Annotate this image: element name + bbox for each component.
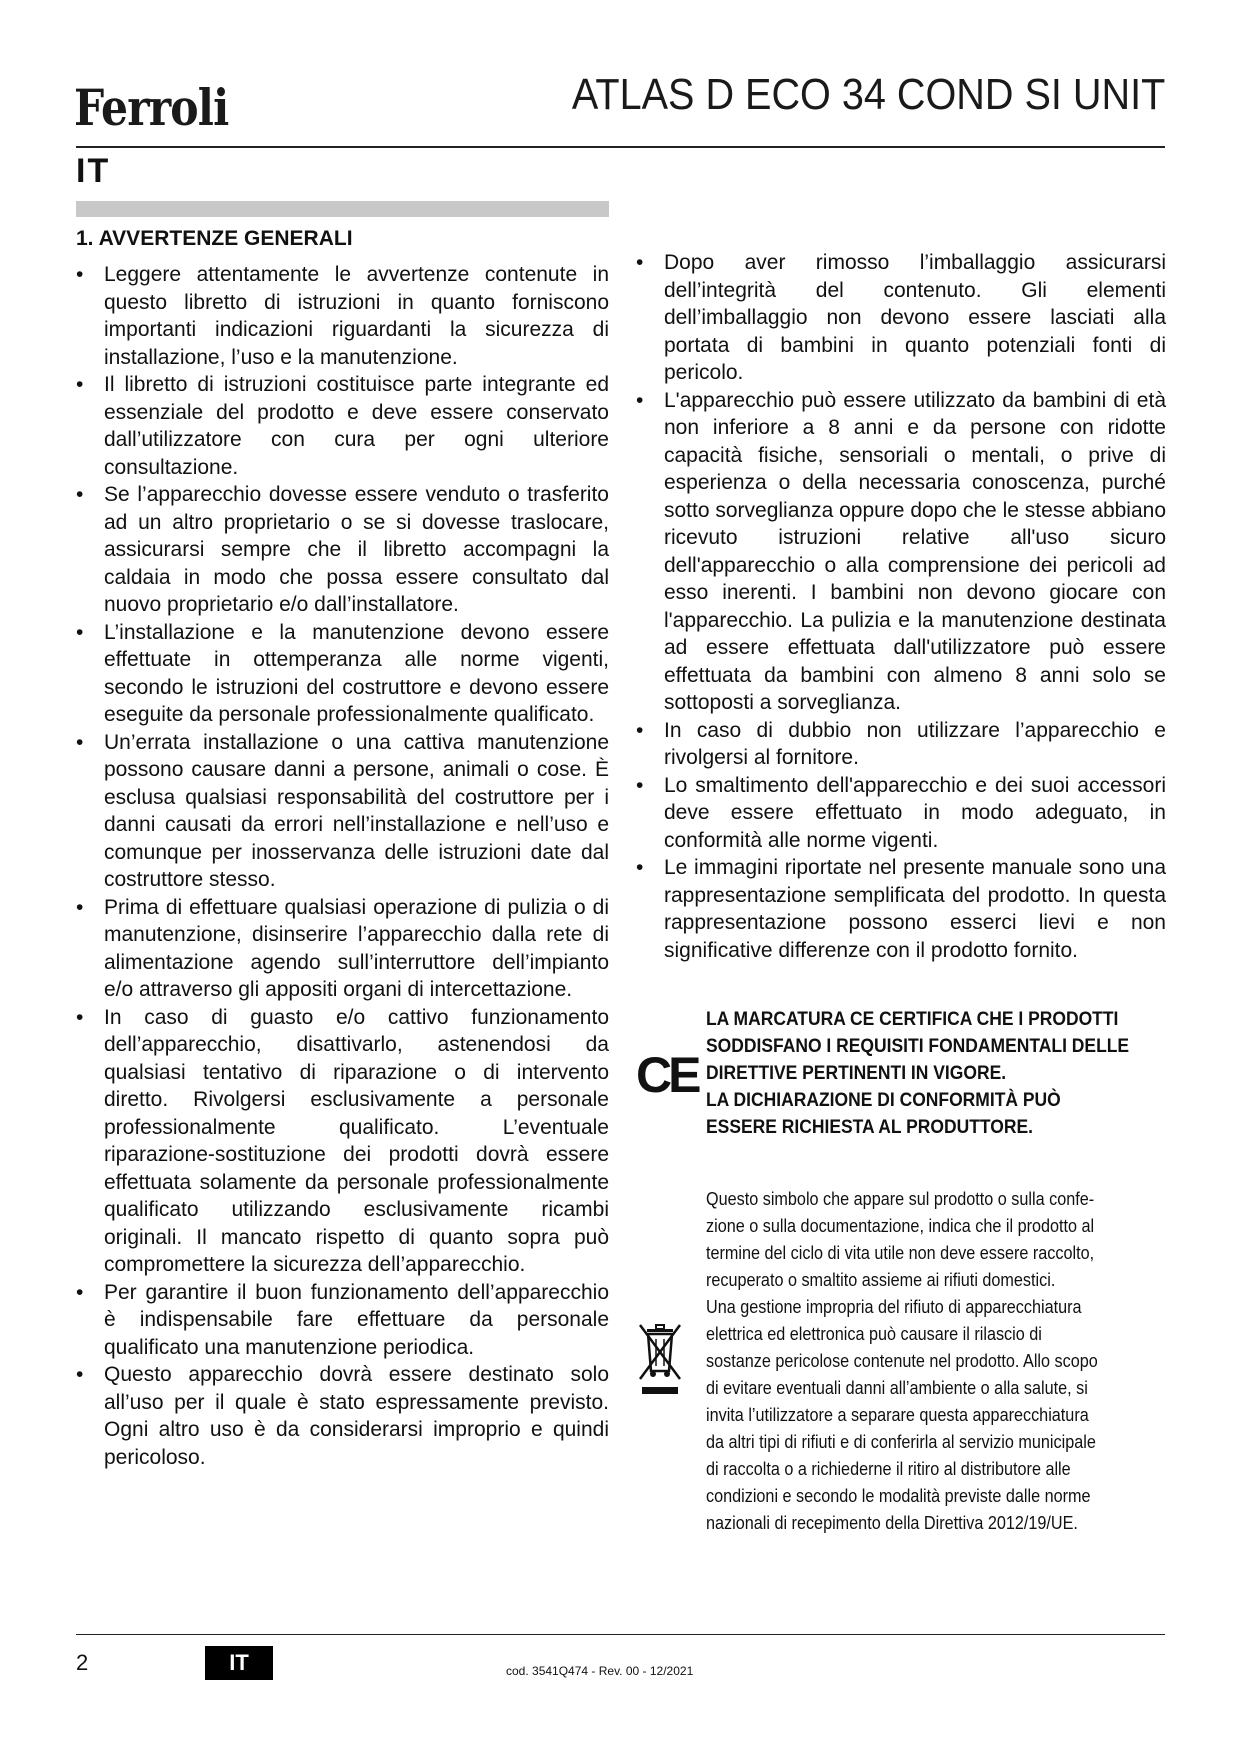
weee-line: invita l’utilizzatore a separare questa apparecchiatura [706,1405,1089,1425]
warnings-right-column [636,249,1166,964]
list-item: • Le immagini riportate nel presente manuale sono una rappresentazione semplificata del prodotto. In questa rappresentazione possono esserci lievi e non significative differenze con il prodotto fornito. [636,854,1166,964]
list-item: • Lo smaltimento dell'apparecchio e dei suoi accessori deve essere effettuato in modo adeguato, in conformità alle norme vigenti. [636,772,1166,855]
weee-line: di evitare eventuali danni all’ambiente o alla salute, si [706,1378,1088,1398]
list-item: • Questo apparecchio dovrà essere destinato solo all’uso per il quale è stato espressamente previsto. Ogni altro uso è da considerarsi improprio e quindi pericoloso. [76,1361,609,1471]
ce-line: LA MARCATURA CE CERTIFICA CHE I PRODOTTI [706,1009,1119,1030]
header-divider [76,146,1165,148]
weee-line: Questo simbolo che appare sul prodotto o sulla confe- [706,1189,1095,1209]
list-item: • Prima di effettuare qualsiasi operazione di pulizia o di manutenzione, disinserire l’apparecchio dalla rete di alimentazione agendo sull’interruttore dell’impianto e/o attraverso gli appositi organi di intercettazione. [76,894,609,1004]
list-item: • Dopo aver rimosso l’imballaggio assicurarsi dell’integrità del contenuto. Gli elementi dell’imballaggio non devono essere lasciati alla portata di bambini in quanto potenziali fonti di pericolo. [636,249,1166,387]
list-item: • Il libretto di istruzioni costituisce parte integrante ed essenziale del prodotto e deve essere conservato dall’utilizzatore con cura per ogni ulteriore consultazione. [76,371,609,481]
weee-line: zione o sulla documentazione, indica che il prodotto al [706,1216,1095,1236]
list-item: • Leggere attentamente le avvertenze contenute in questo libretto di istruzioni in quanto forniscono importanti indicazioni riguardanti la sicurezza di installazione, l’uso e la manutenzione. [76,261,609,371]
weee-line: Una gestione impropria del rifiuto di apparecchiatura [706,1297,1082,1317]
weee-line: nazionali di recepimento della Direttiva 2012/19/UE. [706,1513,1078,1533]
ce-line: DIRETTIVE PERTINENTI IN VIGORE. [706,1063,1007,1084]
weee-line: recuperato o smaltito assieme ai rifiuti domestici. [706,1270,1056,1290]
page-number: 2 [76,1650,89,1675]
list-item: • In caso di dubbio non utilizzare l’apparecchio e rivolgersi al fornitore. [636,717,1166,772]
ce-line: SODDISFANO I REQUISITI FONDAMENTALI DELLE [706,1036,1130,1057]
list-item: • Se l’apparecchio dovesse essere venduto o trasferito ad un altro proprietario o se si dovesse traslocare, assicurarsi sempre che il libretto accompagni la caldaia in modo che possa essere consultato dal nuovo proprietario e/o dall’installatore. [76,481,609,619]
ce-mark-icon: CE [636,1047,698,1103]
language-badge: IT [205,1646,273,1680]
crossed-out-wheelie-bin-icon [636,1321,684,1399]
warnings-left-column [76,261,609,1471]
document-code: cod. 3541Q474 - Rev. 00 - 12/2021 [506,1664,694,1678]
language-heading: IT [76,152,111,190]
weee-notice [636,1186,1166,1537]
list-item: • L'apparecchio può essere utilizzato da bambini di età non inferiore a 8 anni e da persone con ridotte capacità fisiche, sensoriali o mentali, o prive di esperienza o della necessaria conoscenza, purché sotto sorveglianza oppure dopo che le stesse abbiano ricevuto istruzioni relative all'uso sicuro dell'apparecchio o alla comprensione dei pericoli ad esso inerenti. I bambini non devono giocare con l'apparecchio. La pulizia e la manutenzione destinata ad essere effettuata dall'utilizzatore può essere effettuata da bambini con almeno 8 anni solo se sottoposti a sorveglianza. [636,387,1166,717]
list-item: • Un’errata installazione o una cattiva manutenzione possono causare danni a persone, animali o cose. È esclusa qualsiasi responsabilità del costruttore per i danni causati da errori nell’installazione e nell’uso e comunque per inosservanza delle istruzioni date dal costruttore stesso. [76,729,609,894]
product-title: ATLAS D ECO 34 COND SI UNIT [571,70,1165,119]
weee-line: elettrica ed elettronica può causare il rilascio di [706,1324,1042,1344]
weee-line: condizioni e secondo le modalità previste dalle norme [706,1486,1091,1506]
list-item: • In caso di guasto e/o cattivo funzionamento dell’apparecchio, disattivarlo, astenendosi da qualsiasi tentativo di riparazione o di intervento diretto. Rivolgersi esclusivamente a personale professionalmente qualificato. L’eventuale riparazione-sostituzione dei prodotti dovrà essere effettuata solamente da personale professionalmente qualificato utilizzando esclusivamente ricambi originali. Il mancato rispetto di quanto sopra può compromettere la sicurezza dell’apparecchio. [76,1004,609,1279]
weee-line: di raccolta o a richiederne il ritiro al distributore alle [706,1459,1071,1479]
section-heading: 1. AVVERTENZE GENERALI [76,227,353,250]
ce-line: LA DICHIARAZIONE DI CONFORMITÀ PUÒ [706,1090,1061,1111]
ce-notice-text [706,1006,1129,1141]
ferroli-logo: Ferroli [74,78,229,137]
weee-line: da altri tipi di rifiuti e di conferirla al servizio municipale [706,1432,1096,1452]
weee-line: sostanze pericolose contenute nel prodotto. Allo scopo [706,1351,1098,1371]
section-shade-bar [76,201,609,217]
weee-line: termine del ciclo di vita utile non deve essere raccolto, [706,1243,1095,1263]
list-item: • Per garantire il buon funzionamento dell’apparecchio è indispensabile fare effettuare da personale qualificato una manutenzione periodica. [76,1279,609,1362]
weee-notice-text [706,1186,1120,1537]
ce-notice [636,1006,1166,1141]
ce-line: ESSERE RICHIESTA AL PRODUTTORE. [706,1117,1033,1138]
list-item: • L’installazione e la manutenzione devono essere effettuate in ottemperanza alle norme vigenti, secondo le istruzioni del costruttore e devono essere eseguite da personale professionalmente qualificato. [76,619,609,729]
footer-divider [76,1634,1165,1635]
